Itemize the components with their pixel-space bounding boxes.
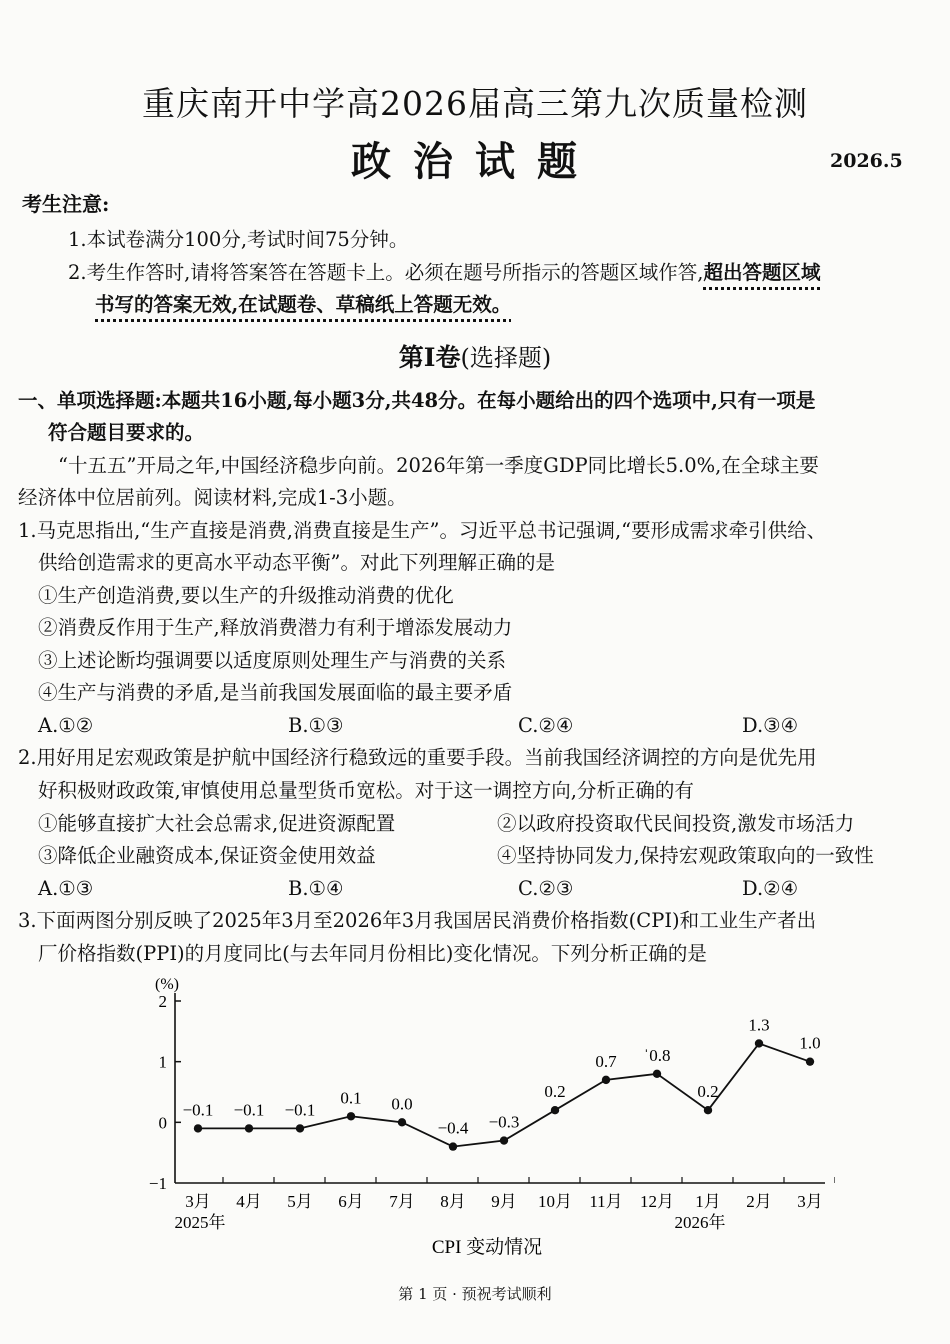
chart-title: CPI 变动情况: [431, 1237, 543, 1258]
q2-choice-c: C.②③: [518, 877, 574, 900]
q1-choice-a: A.①②: [38, 714, 94, 737]
q2-stem-2: 好积极财政政策,审慎使用总量型货币宽松。对于这一调控方向,分析正确的有: [38, 779, 694, 802]
x-tick-label: 3月: [797, 1192, 823, 1211]
notice-item-2: [68, 257, 821, 289]
cpi-data-point: [653, 1070, 661, 1078]
q1-stem-2: 供给创造需求的更高水平动态平衡”。对此下列理解正确的是: [38, 551, 555, 574]
x-tick-label: 6月: [338, 1192, 364, 1211]
cpi-data-label: 0.2: [697, 1082, 719, 1102]
x-tick-label: 8月: [440, 1192, 466, 1211]
q1-choice-c: C.②④: [518, 714, 574, 737]
q1-option-2: ②消费反作用于生产,释放消费潜力有利于增添发展动力: [38, 616, 513, 639]
part1-heading-2: 符合题目要求的。: [48, 421, 205, 444]
cpi-data-label: 0.1: [340, 1088, 362, 1108]
year-label-2025: 2025年: [174, 1213, 226, 1232]
subject-title: 政治试题: [351, 138, 599, 185]
cpi-data-label: 0.2: [544, 1082, 566, 1102]
cpi-data-point: [398, 1118, 406, 1126]
cpi-data-point: [194, 1124, 202, 1132]
q1-option-4: ④生产与消费的矛盾,是当前我国发展面临的最主要矛盾: [38, 681, 513, 704]
y-tick-label: 0: [158, 1113, 167, 1133]
cpi-data-label: 1.3: [748, 1015, 770, 1035]
cpi-data-point: [296, 1124, 304, 1132]
y-axis-unit: (%): [155, 976, 179, 993]
cpi-data-point: [806, 1057, 814, 1065]
cpi-data-point: [245, 1124, 253, 1132]
q2-option-1: ①能够直接扩大社会总需求,促进资源配置: [38, 812, 396, 835]
intro-line-2: 经济体中位居前列。阅读材料,完成1-3小题。: [18, 486, 407, 509]
cpi-data-label: ˈ0.8: [643, 1045, 671, 1065]
q2-stem-1: 2.用好用足宏观政策是护航中国经济行稳致远的重要手段。当前我国经济调控的方向是优先用: [18, 746, 817, 769]
notice-item-2-cont: [95, 289, 511, 321]
q1-stem-1: 1.马克思指出,“生产直接是消费,消费直接是生产”。习近平总书记强调,“要形成需求牵引供给、: [18, 519, 827, 542]
cpi-data-point: [500, 1136, 508, 1144]
x-tick-label: 7月: [389, 1192, 415, 1211]
q2-option-4: ④坚持协同发力,保持宏观政策取向的一致性: [497, 844, 874, 867]
cpi-data-point: [449, 1142, 457, 1150]
section-paren: (选择题): [460, 344, 552, 372]
notice-item-2-emphasis-cont: 书写的答案无效,在试题卷、草稿纸上答题无效。: [95, 293, 512, 316]
cpi-data-label: 0.0: [391, 1094, 413, 1114]
year-label-2026: 2026年: [674, 1213, 726, 1232]
exam-date: 2026.5: [830, 150, 903, 172]
x-tick-label: 1月: [695, 1192, 721, 1211]
cpi-data-label: 1.0: [799, 1033, 821, 1053]
q1-choice-b: B.①③: [288, 714, 344, 737]
notice-item-1: 1.本试卷满分100分,考试时间75分钟。: [68, 228, 409, 251]
notice-item-2-text: 2.考生作答时,请将答案答在答题卡上。必须在题号所指示的答题区域作答,: [68, 261, 704, 284]
exam-title: 重庆南开中学高2026届高三第九次质量检测: [142, 84, 808, 123]
q1-option-1: ①生产创造消费,要以生产的升级推动消费的优化: [38, 584, 454, 607]
q2-choice-d: D.②④: [742, 877, 799, 900]
cpi-data-label: 0.7: [595, 1051, 617, 1071]
q2-choice-a: A.①③: [38, 877, 94, 900]
cpi-data-label: −0.1: [182, 1100, 214, 1120]
x-tick-label: 11月: [589, 1192, 623, 1211]
x-tick-label: 12月: [640, 1192, 674, 1211]
q3-stem-2: 厂价格指数(PPI)的月度同比(与去年同月份相比)变化情况。下列分析正确的是: [38, 942, 707, 965]
part1-heading-1: 一、单项选择题:本题共16小题,每小题3分,共48分。在每小题给出的四个选项中,只有一项是: [18, 389, 816, 412]
cpi-data-point: [347, 1112, 355, 1120]
x-tick-label: 9月: [491, 1192, 517, 1211]
q2-option-3: ③降低企业融资成本,保证资金使用效益: [38, 844, 376, 867]
page-footer: 第 1 页 · 预祝考试顺利: [398, 1285, 552, 1303]
cpi-data-point: [602, 1076, 610, 1084]
cpi-data-point: [551, 1106, 559, 1114]
x-tick-label: 2月: [746, 1192, 772, 1211]
q1-option-3: ③上述论断均强调要以适度原则处理生产与消费的关系: [38, 649, 507, 672]
x-tick-label: 5月: [287, 1192, 313, 1211]
y-tick-label: 1: [158, 1052, 167, 1072]
cpi-line-chart: [135, 968, 835, 1268]
q1-choice-d: D.③④: [742, 714, 799, 737]
section-title: [0, 338, 950, 374]
cpi-data-point: [755, 1039, 763, 1047]
x-tick-label: 4月: [236, 1192, 262, 1211]
cpi-data-label: −0.1: [284, 1100, 316, 1120]
x-tick-label: 3月: [185, 1192, 211, 1211]
notice-item-2-emphasis: 超出答题区域: [703, 261, 821, 284]
q2-choice-b: B.①④: [288, 877, 344, 900]
cpi-data-label: −0.1: [233, 1100, 265, 1120]
cpi-data-label: −0.3: [488, 1112, 520, 1132]
q3-stem-1: 3.下面两图分别反映了2025年3月至2026年3月我国居民消费价格指数(CPI)和工业生产者出: [18, 909, 817, 932]
x-tick-label: 10月: [538, 1192, 572, 1211]
intro-line-1: “十五五”开局之年,中国经济稳步向前。2026年第一季度GDP同比增长5.0%,在全球主要: [58, 454, 819, 477]
y-tick-label: 2: [158, 992, 167, 1011]
section-name: 第Ⅰ卷: [398, 343, 461, 372]
cpi-data-label: −0.4: [437, 1118, 469, 1138]
notice-heading: 考生注意:: [22, 192, 110, 216]
cpi-data-point: [704, 1106, 712, 1114]
q2-option-2: ②以政府投资取代民间投资,激发市场活力: [497, 812, 855, 835]
y-tick-label: −1: [148, 1174, 167, 1193]
